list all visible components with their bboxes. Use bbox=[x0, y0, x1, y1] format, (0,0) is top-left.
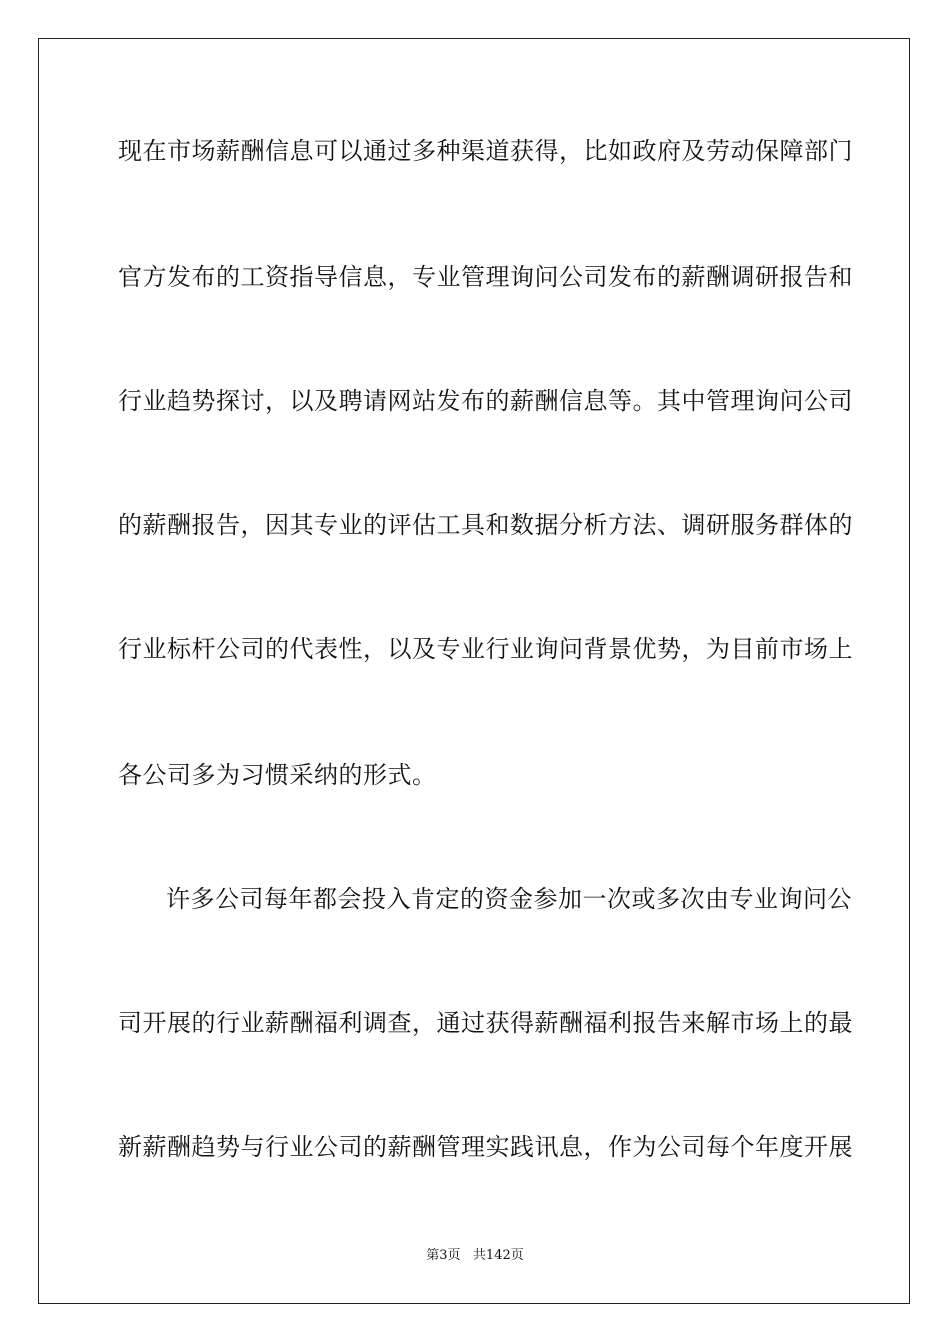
page-number-footer: 第3页 共142页 bbox=[426, 1248, 524, 1263]
paragraph-line: 行业标杆公司的代表性，以及专业行业询问背景优势，为目前市场上 bbox=[118, 635, 853, 663]
page-border bbox=[38, 38, 910, 1304]
paragraph-line: 各公司多为习惯采纳的形式。 bbox=[118, 761, 437, 789]
paragraph-line: 行业趋势探讨，以及聘请网站发布的薪酬信息等。其中管理询问公司 bbox=[118, 387, 853, 415]
paragraph-line-indented: 许多公司每年都会投入肯定的资金参加一次或多次由专业询问公 bbox=[166, 885, 852, 913]
paragraph-line: 的薪酬报告，因其专业的评估工具和数据分析方法、调研服务群体的 bbox=[118, 511, 853, 539]
paragraph-line: 新薪酬趋势与行业公司的薪酬管理实践讯息，作为公司每个年度开展 bbox=[118, 1133, 853, 1161]
paragraph-line: 司开展的行业薪酬福利调查，通过获得薪酬福利报告来解市场上的最 bbox=[118, 1009, 853, 1037]
paragraph-line: 官方发布的工资指导信息，专业管理询问公司发布的薪酬调研报告和 bbox=[118, 263, 853, 291]
paragraph-line: 现在市场薪酬信息可以通过多种渠道获得，比如政府及劳动保障部门 bbox=[118, 137, 853, 165]
